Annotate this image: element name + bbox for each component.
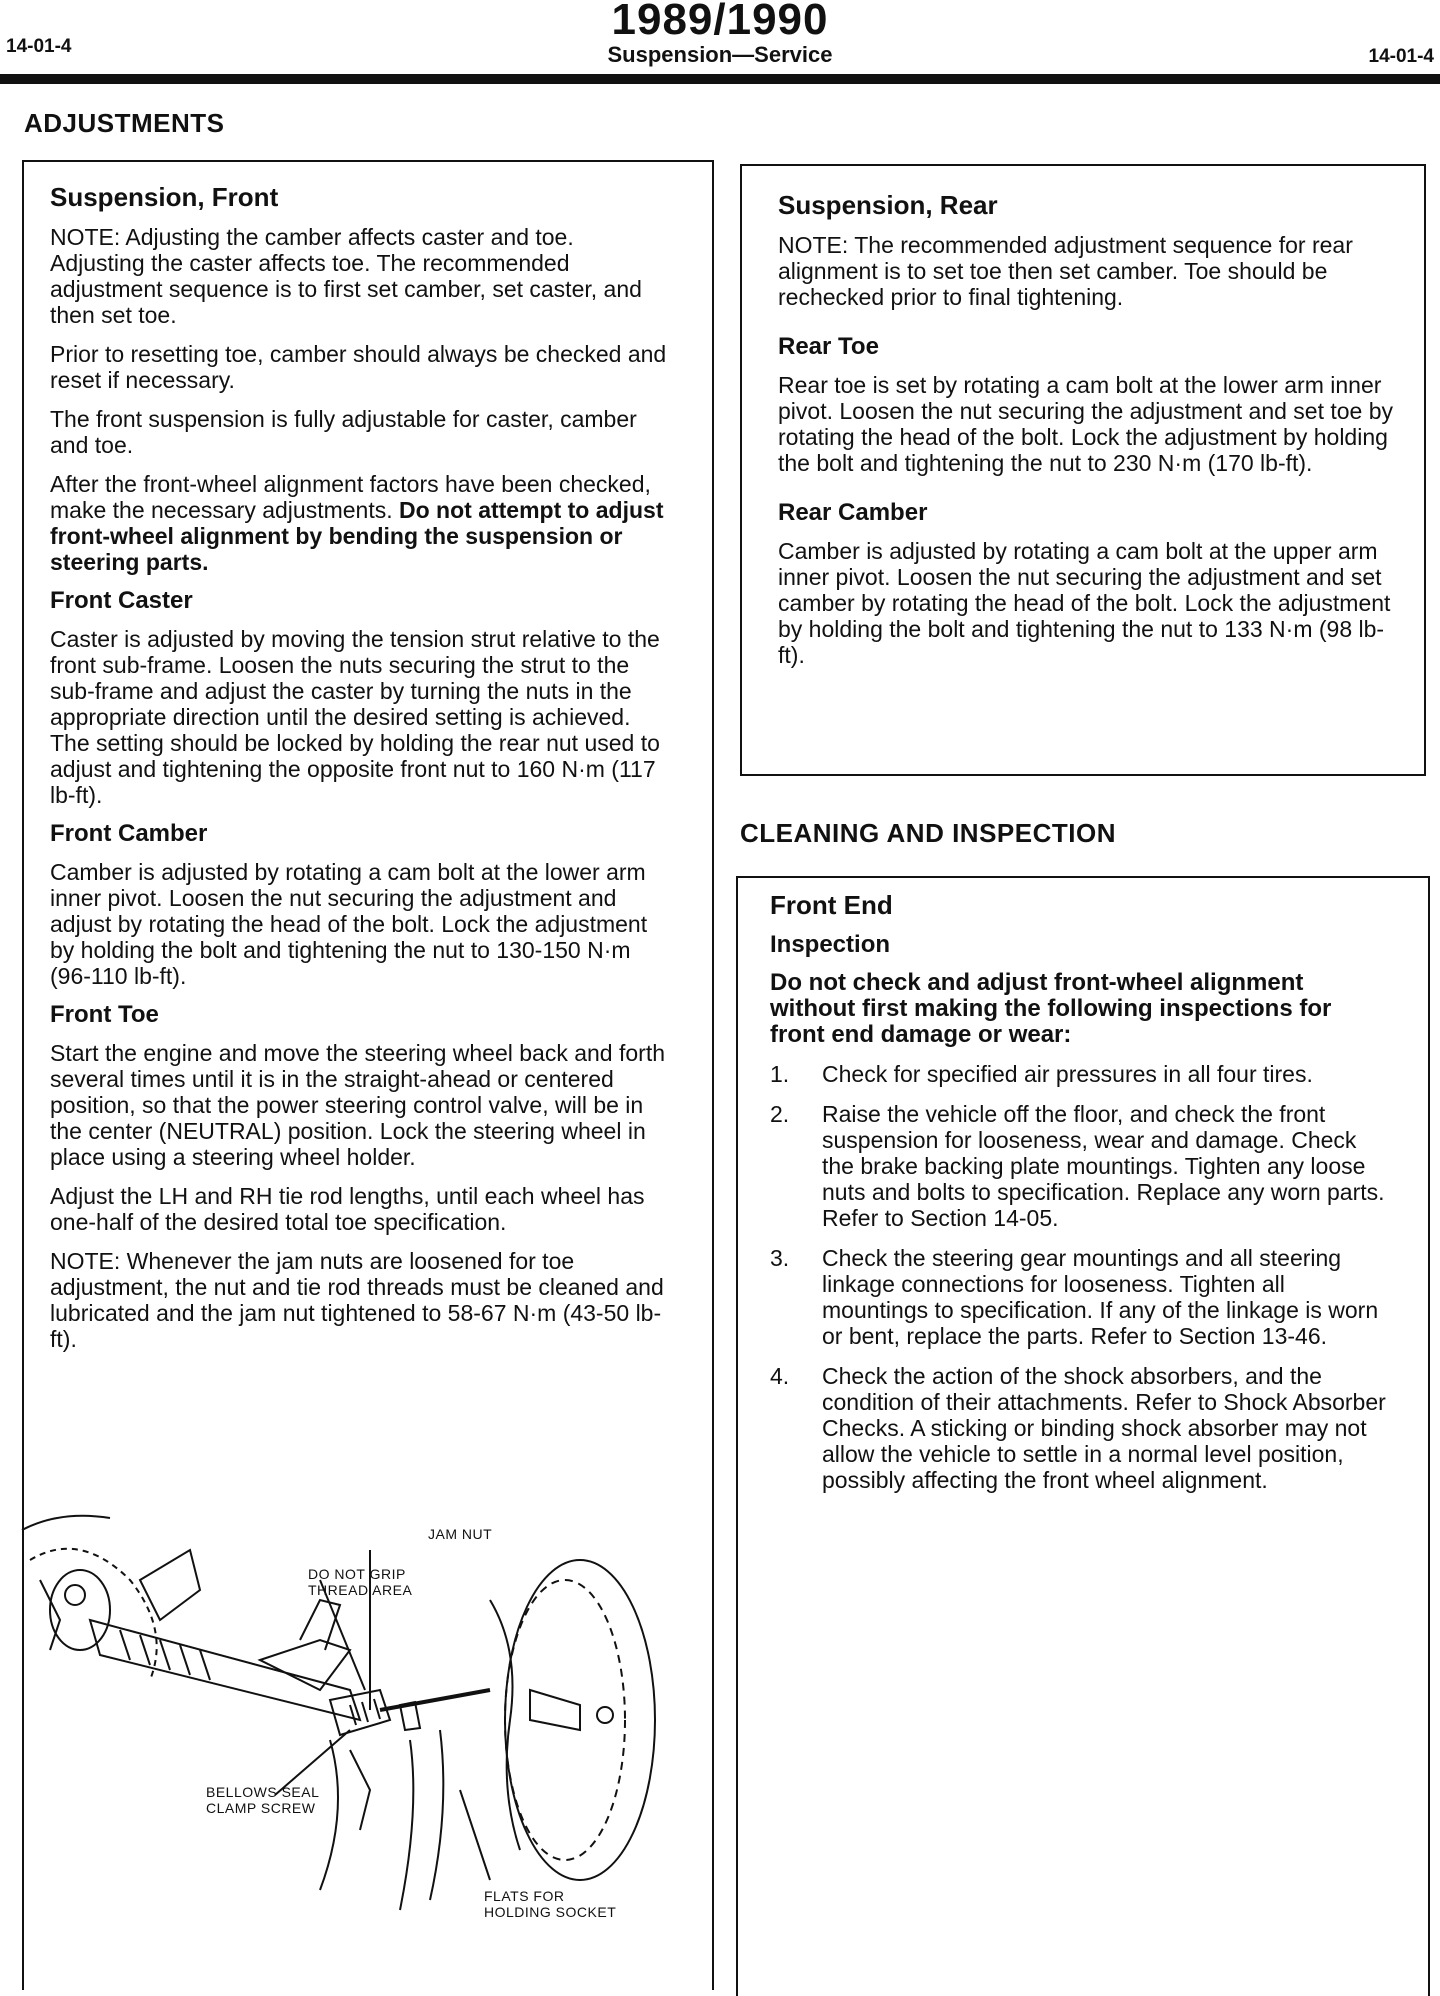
- front-toe-text-2: Adjust the LH and RH tie rod lengths, until each wheel has one-half of the desired total toe specification.: [50, 1183, 645, 1235]
- front-toe-title: Front Toe: [50, 1001, 159, 1028]
- step-item: [770, 1101, 1392, 1231]
- front-camber-text: Camber is adjusted by rotating a cam bolt at the lower arm inner pivot. Loosen the nut securing the adjustment and adjust by rotating the head of the bolt. Lock the adjustment by holding the bolt and tightening the nut to 130-150 N·m (96-110 lb-ft).: [50, 859, 648, 989]
- step-text: Check the action of the shock absorbers, and the condition of their attachments. Refer to Shock Absorber Checks. A sticking or binding shock absorber may not allow the vehicle to settle in a normal level position, possibly affecting the front wheel alignment.: [822, 1363, 1386, 1493]
- step-number: 4.: [770, 1363, 790, 1389]
- tie-rod-illustration: [20, 1490, 660, 1950]
- front-toe-text-1: Start the engine and move the steering wheel back and forth several times until it is in the straight-ahead or centered position, so that the power steering control valve, will be in the center (NEUTRAL) position. Lock the steering wheel in place using a steering wheel holder.: [50, 1040, 666, 1170]
- adjustments-heading: ADJUSTMENTS: [24, 108, 225, 138]
- step-number: 2.: [770, 1101, 790, 1127]
- model-years: 1989/1990: [611, 0, 829, 44]
- rear-suspension-title: Suspension, Rear: [778, 190, 998, 220]
- rear-suspension-content: [778, 192, 1402, 681]
- step-text: Check the steering gear mountings and all steering linkage connections for looseness. Tighten all mountings to specification. If any of the linkage is worn or bent, replace the parts. Refer to Section 13-46.: [822, 1245, 1379, 1349]
- front-end-content: [770, 892, 1392, 1507]
- front-note-paragraph: NOTE: Adjusting the camber affects caster and toe. Adjusting the caster affects toe. The recommended adjustment sequence is to first set camber, set caster, and then set toe.: [50, 224, 642, 328]
- front-factors-text: After the front-wheel alignment factors have been checked, make the necessary adjustments.: [50, 471, 651, 523]
- rear-camber-text: Camber is adjusted by rotating a cam bolt at the upper arm inner pivot. Loosen the nut securing the adjustment and set camber by rotating the head of the bolt. Lock the adjustment by holding the bolt and tightening the nut to 133 N·m (98 lb-ft).: [778, 538, 1391, 668]
- front-toe-note: NOTE: Whenever the jam nuts are loosened for toe adjustment, the nut and tie rod threads must be cleaned and lubricated and the jam nut tightened to 58-67 N·m (43-50 lb-ft).: [50, 1248, 664, 1352]
- step-item: [770, 1363, 1392, 1493]
- cleaning-inspection-heading: CLEANING AND INSPECTION: [740, 818, 1116, 848]
- rear-camber-title: Rear Camber: [778, 499, 928, 526]
- front-end-title: Front End: [770, 890, 893, 920]
- jam-nut-callout: JAM NUT: [428, 1526, 493, 1542]
- step-item: [770, 1061, 1392, 1087]
- step-text: Check for specified air pressures in all four tires.: [822, 1061, 1313, 1087]
- rear-toe-title: Rear Toe: [778, 333, 879, 360]
- header-rule: [0, 74, 1440, 84]
- section-subtitle: Suspension—Service: [607, 42, 833, 67]
- do-not-grip-callout: DO NOT GRIP THREAD AREA: [308, 1566, 413, 1598]
- front-suspension-title: Suspension, Front: [50, 182, 279, 212]
- front-prior-paragraph: Prior to resetting toe, camber should always be checked and reset if necessary.: [50, 341, 667, 393]
- inspection-warning: Do not check and adjust front-wheel alignment without first making the following inspections for front end damage or wear:: [770, 969, 1332, 1048]
- front-caster-title: Front Caster: [50, 587, 193, 614]
- rear-note: NOTE: The recommended adjustment sequence for rear alignment is to set toe then set camber. Toe should be rechecked prior to final tightening.: [778, 232, 1353, 310]
- rear-toe-text: Rear toe is set by rotating a cam bolt at the lower arm inner pivot. Loosen the nut securing the adjustment and set toe by rotating the head of the bolt. Lock the adjustment by holding the bolt and tightening the nut to 230 N·m (170 lb-ft).: [778, 372, 1394, 476]
- page-number-left: 14-01-4: [6, 36, 72, 57]
- step-text: Raise the vehicle off the floor, and check the front suspension for looseness, wear and damage. Check the brake backing plate mountings. Tighten any loose nuts and bolts to specification. Replace any worn parts. Refer to Section 14-05.: [822, 1101, 1385, 1231]
- front-adjustable-paragraph: The front suspension is fully adjustable for caster, camber and toe.: [50, 406, 637, 458]
- bellows-seal-callout: BELLOWS SEAL CLAMP SCREW: [206, 1784, 320, 1816]
- front-factors-paragraph: [50, 471, 672, 575]
- front-warning-text: Do not attempt to adjust front-wheel alignment by bending the suspension or steering parts.: [50, 497, 664, 575]
- flats-callout: FLATS FOR HOLDING SOCKET: [484, 1888, 617, 1920]
- inspection-title: Inspection: [770, 931, 891, 958]
- step-number: 3.: [770, 1245, 790, 1271]
- page-number-right: 14-01-4: [1368, 46, 1434, 67]
- inspection-steps: [770, 1061, 1392, 1493]
- step-number: 1.: [770, 1061, 790, 1087]
- front-camber-title: Front Camber: [50, 820, 208, 847]
- step-item: [770, 1245, 1392, 1349]
- front-suspension-content: [50, 184, 672, 1365]
- front-caster-text: Caster is adjusted by moving the tension strut relative to the front sub-frame. Loosen the nuts securing the strut to the sub-frame and adjust the caster by turning the nuts in the appropriate direction until the desired setting is achieved. The setting should be locked by holding the rear nut used to adjust and tightening the opposite front nut to 160 N·m (117 lb-ft).: [50, 626, 660, 808]
